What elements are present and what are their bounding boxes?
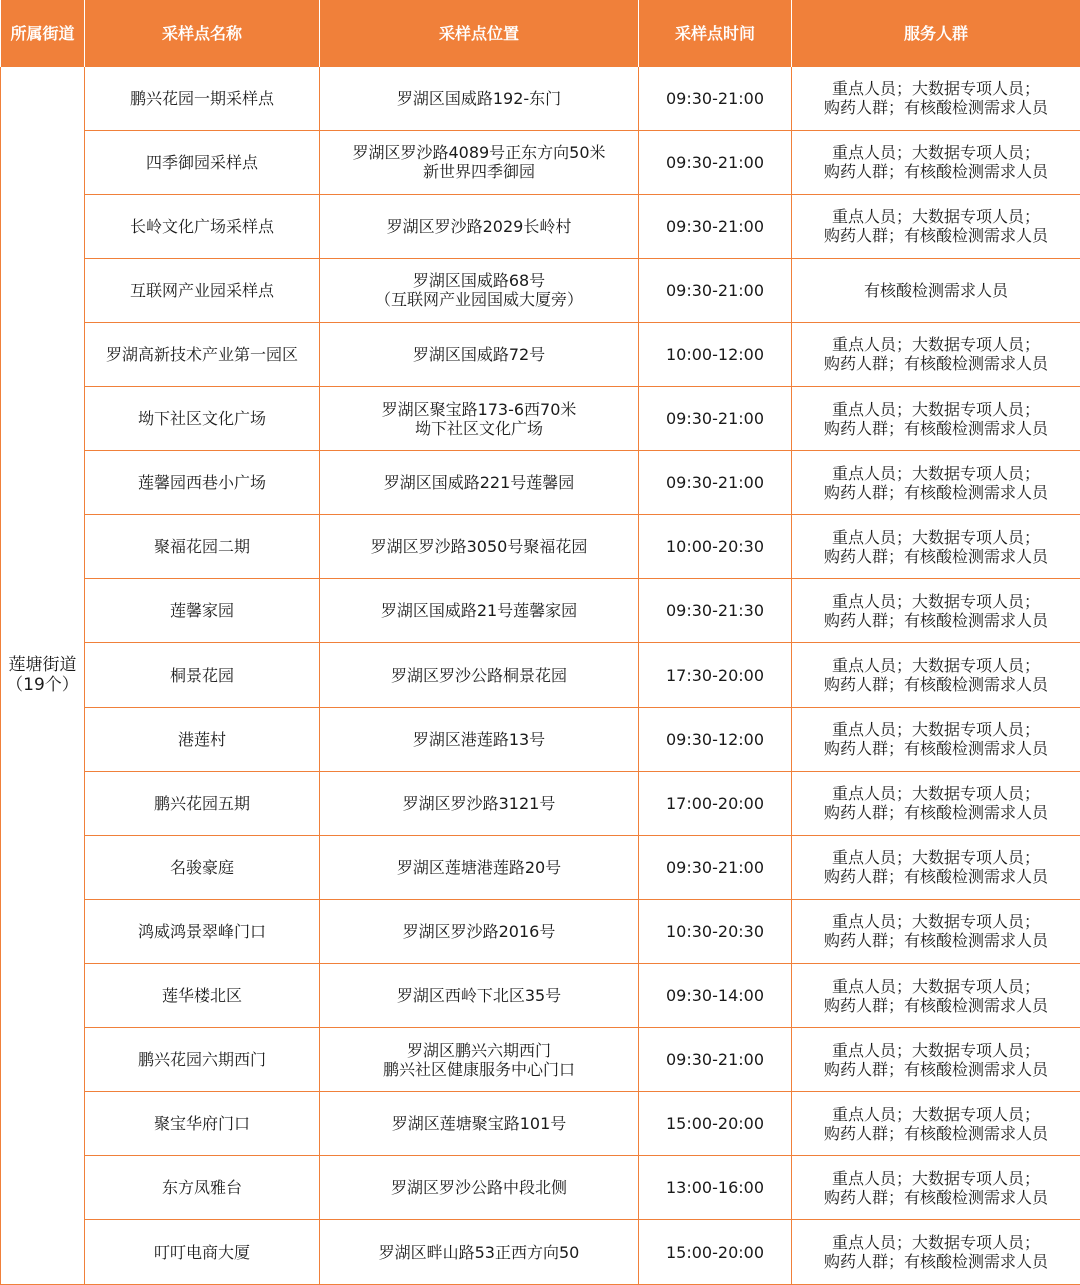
service-group-cell (792, 515, 1080, 579)
service-group-line: 重点人员；大数据专项人员； (798, 528, 1074, 547)
service-group-cell (792, 1028, 1080, 1092)
site-name-cell: 长岭文化广场采样点 (85, 194, 320, 258)
service-group-line: 购药人群；有核酸检测需求人员 (798, 1188, 1074, 1207)
site-location-line: 坳下社区文化广场 (326, 419, 632, 438)
site-name-cell: 名骏豪庭 (85, 835, 320, 899)
site-time-cell: 09:30-14:00 (639, 964, 792, 1028)
street-site-count: （19个） (3, 675, 82, 695)
service-group-line: 重点人员；大数据专项人员； (798, 656, 1074, 675)
table-row (1, 451, 1080, 515)
table-row (1, 579, 1080, 643)
site-name-cell: 东方凤雅台 (85, 1156, 320, 1220)
service-group-line: 重点人员；大数据专项人员； (798, 400, 1074, 419)
service-group-line: 购药人群；有核酸检测需求人员 (798, 1060, 1074, 1079)
service-group-line: 重点人员；大数据专项人员； (798, 1169, 1074, 1188)
service-group-cell (792, 451, 1080, 515)
site-name-cell: 叮叮电商大厦 (85, 1220, 320, 1284)
service-group-line: 购药人群；有核酸检测需求人员 (798, 996, 1074, 1015)
service-group-cell (792, 964, 1080, 1028)
site-location-cell (320, 1092, 639, 1156)
service-group-line: 购药人群；有核酸检测需求人员 (798, 867, 1074, 886)
table-row (1, 899, 1080, 963)
service-group-cell (792, 579, 1080, 643)
site-location-cell (320, 258, 639, 322)
service-group-cell (792, 1092, 1080, 1156)
site-location-cell (320, 899, 639, 963)
table-row (1, 771, 1080, 835)
table-row (1, 66, 1080, 130)
site-location-cell (320, 835, 639, 899)
service-group-line: 购药人群；有核酸检测需求人员 (798, 675, 1074, 694)
site-location-line: 罗湖区莲塘港莲路20号 (326, 858, 632, 877)
service-group-cell (792, 387, 1080, 451)
site-time-cell: 13:00-16:00 (639, 1156, 792, 1220)
site-location-cell (320, 1156, 639, 1220)
site-time-cell: 15:00-20:00 (639, 1092, 792, 1156)
table-row (1, 835, 1080, 899)
site-name-cell: 聚福花园二期 (85, 515, 320, 579)
site-time-cell: 09:30-12:00 (639, 707, 792, 771)
site-name-cell: 罗湖高新技术产业第一园区 (85, 322, 320, 386)
service-group-line: 购药人群；有核酸检测需求人员 (798, 1124, 1074, 1143)
service-group-line: 购药人群；有核酸检测需求人员 (798, 419, 1074, 438)
site-location-line: 罗湖区国威路21号莲馨家园 (326, 601, 632, 620)
service-group-line: 重点人员；大数据专项人员； (798, 207, 1074, 226)
site-location-line: 罗湖区聚宝路173-6西70米 (326, 400, 632, 419)
site-location-line: 罗湖区罗沙路3050号聚福花园 (326, 537, 632, 556)
table-row (1, 964, 1080, 1028)
site-name-cell: 桐景花园 (85, 643, 320, 707)
site-name-cell: 四季御园采样点 (85, 130, 320, 194)
service-group-line: 购药人群；有核酸检测需求人员 (798, 931, 1074, 950)
table-header (1, 0, 1080, 66)
site-location-line: 罗湖区罗沙路3121号 (326, 794, 632, 813)
service-group-line: 购药人群；有核酸检测需求人员 (798, 98, 1074, 117)
site-location-cell (320, 194, 639, 258)
service-group-line: 购药人群；有核酸检测需求人员 (798, 483, 1074, 502)
site-location-line: 罗湖区罗沙公路中段北侧 (326, 1178, 632, 1197)
site-time-cell: 10:00-12:00 (639, 322, 792, 386)
header-site-time: 采样点时间 (639, 0, 792, 66)
header-row (1, 0, 1080, 66)
site-time-cell: 09:30-21:00 (639, 258, 792, 322)
service-group-line: 重点人员；大数据专项人员； (798, 912, 1074, 931)
site-location-line: 罗湖区莲塘聚宝路101号 (326, 1114, 632, 1133)
table-row (1, 387, 1080, 451)
site-location-line: 罗湖区罗沙公路桐景花园 (326, 666, 632, 685)
site-location-line: 鹏兴社区健康服务中心门口 (326, 1060, 632, 1079)
service-group-cell (792, 1156, 1080, 1220)
service-group-cell (792, 66, 1080, 130)
service-group-cell (792, 322, 1080, 386)
site-name-cell: 莲馨家园 (85, 579, 320, 643)
site-location-line: 罗湖区西岭下北区35号 (326, 986, 632, 1005)
site-location-cell (320, 643, 639, 707)
service-group-line: 购药人群；有核酸检测需求人员 (798, 1252, 1074, 1271)
service-group-line: 购药人群；有核酸检测需求人员 (798, 354, 1074, 373)
site-location-line: 罗湖区罗沙路4089号正东方向50米 (326, 143, 632, 162)
service-group-cell (792, 899, 1080, 963)
site-location-cell (320, 964, 639, 1028)
table-row (1, 322, 1080, 386)
site-name-cell: 莲馨园西巷小广场 (85, 451, 320, 515)
site-name-cell: 鸿威鸿景翠峰门口 (85, 899, 320, 963)
site-location-cell (320, 451, 639, 515)
site-location-cell (320, 130, 639, 194)
service-group-line: 购药人群；有核酸检测需求人员 (798, 611, 1074, 630)
service-group-line: 购药人群；有核酸检测需求人员 (798, 803, 1074, 822)
table-row (1, 643, 1080, 707)
site-time-cell: 17:00-20:00 (639, 771, 792, 835)
service-group-line: 重点人员；大数据专项人员； (798, 464, 1074, 483)
site-time-cell: 15:00-20:00 (639, 1220, 792, 1284)
site-location-cell (320, 771, 639, 835)
site-location-line: （互联网产业园国威大厦旁） (326, 290, 632, 309)
site-name-cell: 鹏兴花园五期 (85, 771, 320, 835)
site-location-cell (320, 387, 639, 451)
service-group-line: 购药人群；有核酸检测需求人员 (798, 162, 1074, 181)
service-group-cell (792, 258, 1080, 322)
table-body (1, 66, 1080, 1284)
service-group-line: 重点人员；大数据专项人员； (798, 1041, 1074, 1060)
table-row (1, 515, 1080, 579)
table-row (1, 1028, 1080, 1092)
site-location-cell (320, 1220, 639, 1284)
site-location-cell (320, 1028, 639, 1092)
service-group-line: 购药人群；有核酸检测需求人员 (798, 739, 1074, 758)
table-row (1, 1156, 1080, 1220)
site-location-line: 罗湖区国威路192-东门 (326, 89, 632, 108)
site-time-cell: 10:30-20:30 (639, 899, 792, 963)
table-row (1, 707, 1080, 771)
site-name-cell: 莲华楼北区 (85, 964, 320, 1028)
table-row (1, 194, 1080, 258)
site-location-line: 罗湖区港莲路13号 (326, 730, 632, 749)
site-time-cell: 09:30-21:00 (639, 130, 792, 194)
site-location-cell (320, 707, 639, 771)
site-name-cell: 聚宝华府门口 (85, 1092, 320, 1156)
site-name-cell: 坳下社区文化广场 (85, 387, 320, 451)
service-group-cell (792, 771, 1080, 835)
site-time-cell: 09:30-21:00 (639, 194, 792, 258)
service-group-line: 重点人员；大数据专项人员； (798, 79, 1074, 98)
site-name-cell: 鹏兴花园六期西门 (85, 1028, 320, 1092)
site-location-cell (320, 515, 639, 579)
header-site-name: 采样点名称 (85, 0, 320, 66)
site-location-line: 罗湖区畔山路53正西方向50 (326, 1243, 632, 1262)
service-group-line: 重点人员；大数据专项人员； (798, 977, 1074, 996)
site-location-line: 罗湖区鹏兴六期西门 (326, 1041, 632, 1060)
site-location-line: 罗湖区罗沙路2016号 (326, 922, 632, 941)
table-row (1, 1092, 1080, 1156)
header-street: 所属街道 (1, 0, 85, 66)
site-name-cell: 互联网产业园采样点 (85, 258, 320, 322)
service-group-line: 重点人员；大数据专项人员； (798, 592, 1074, 611)
site-time-cell: 09:30-21:30 (639, 579, 792, 643)
site-time-cell: 09:30-21:00 (639, 451, 792, 515)
street-name: 莲塘街道 (3, 655, 82, 675)
service-group-line: 有核酸检测需求人员 (798, 281, 1074, 300)
site-time-cell: 09:30-21:00 (639, 387, 792, 451)
service-group-line: 重点人员；大数据专项人员； (798, 1233, 1074, 1252)
table-row (1, 1220, 1080, 1284)
site-time-cell: 17:30-20:00 (639, 643, 792, 707)
site-location-line: 罗湖区国威路68号 (326, 271, 632, 290)
service-group-cell (792, 707, 1080, 771)
site-time-cell: 09:30-21:00 (639, 66, 792, 130)
service-group-line: 重点人员；大数据专项人员； (798, 1105, 1074, 1124)
service-group-line: 重点人员；大数据专项人员； (798, 143, 1074, 162)
service-group-line: 重点人员；大数据专项人员； (798, 335, 1074, 354)
service-group-cell (792, 1220, 1080, 1284)
header-site-location: 采样点位置 (320, 0, 639, 66)
street-cell (1, 66, 85, 1284)
site-location-line: 罗湖区国威路72号 (326, 345, 632, 364)
table-row (1, 258, 1080, 322)
service-group-line: 重点人员；大数据专项人员； (798, 848, 1074, 867)
site-location-line: 罗湖区罗沙路2029长岭村 (326, 217, 632, 236)
site-name-cell: 鹏兴花园一期采样点 (85, 66, 320, 130)
service-group-line: 购药人群；有核酸检测需求人员 (798, 547, 1074, 566)
site-location-line: 新世界四季御园 (326, 162, 632, 181)
table-row (1, 130, 1080, 194)
site-location-cell (320, 66, 639, 130)
service-group-line: 购药人群；有核酸检测需求人员 (798, 226, 1074, 245)
header-service-group: 服务人群 (792, 0, 1080, 66)
site-name-cell: 港莲村 (85, 707, 320, 771)
site-location-cell (320, 322, 639, 386)
site-location-cell (320, 579, 639, 643)
site-time-cell: 10:00-20:30 (639, 515, 792, 579)
service-group-cell (792, 835, 1080, 899)
service-group-cell (792, 643, 1080, 707)
site-time-cell: 09:30-21:00 (639, 1028, 792, 1092)
site-time-cell: 09:30-21:00 (639, 835, 792, 899)
service-group-line: 重点人员；大数据专项人员； (798, 720, 1074, 739)
service-group-cell (792, 194, 1080, 258)
service-group-cell (792, 130, 1080, 194)
site-location-line: 罗湖区国威路221号莲馨园 (326, 473, 632, 492)
service-group-line: 重点人员；大数据专项人员； (798, 784, 1074, 803)
